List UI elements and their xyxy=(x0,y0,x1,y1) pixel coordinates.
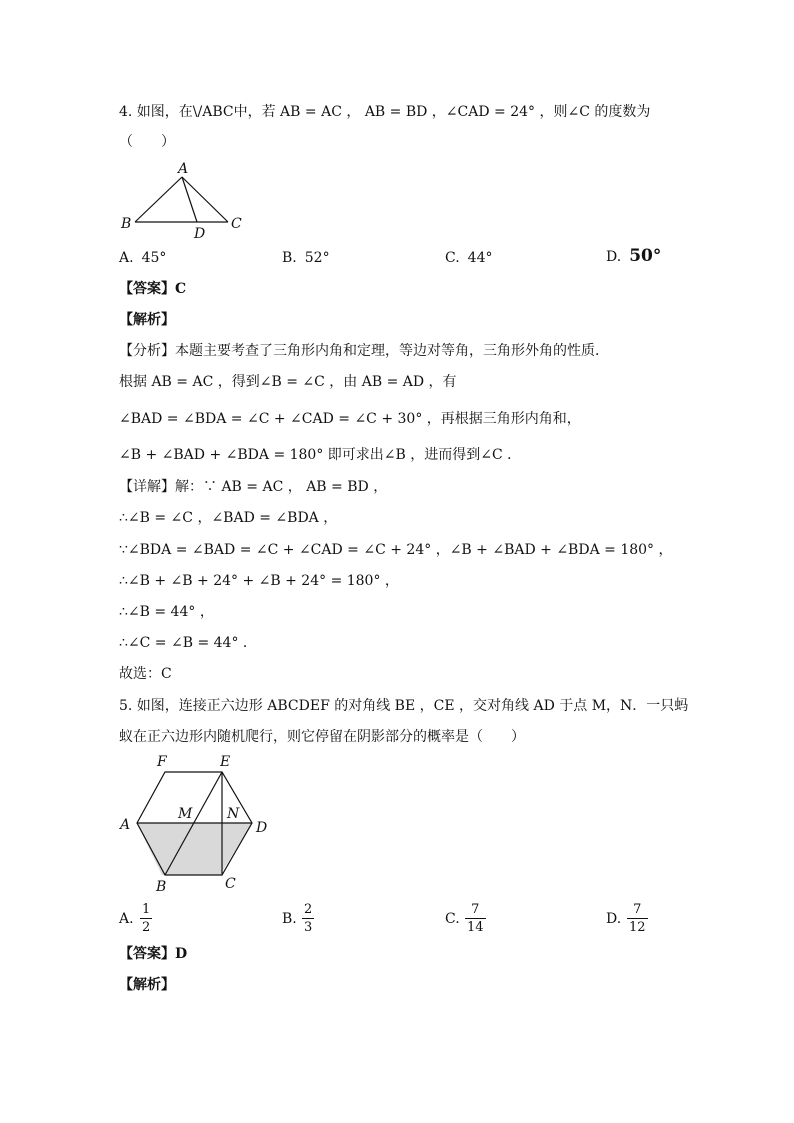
q4-detail-line: ∴∠B = ∠C ，∠BAD = ∠BDA ， xyxy=(119,510,338,526)
q5-option-c-fraction xyxy=(465,902,486,935)
label-b: B xyxy=(121,216,132,232)
denominator: 12 xyxy=(629,920,646,935)
option-label: A. xyxy=(119,911,134,927)
q5-option-b-fraction xyxy=(302,902,314,935)
numerator: 7 xyxy=(471,902,480,917)
label-d: D xyxy=(256,820,268,836)
edge-ab xyxy=(135,177,182,222)
label-a: A xyxy=(178,161,189,177)
q4-analysis-line: 【分析】本题主要考查了三角形内角和定理，等边对等角，三角形外角的性质． xyxy=(119,343,609,359)
label-f: F xyxy=(157,754,167,770)
numerator: 2 xyxy=(304,902,313,917)
option-value: 50° xyxy=(629,246,662,266)
q4-detail-line: 【详解】解：∵ AB = AC ， AB = BD ， xyxy=(119,479,388,495)
option-value: 52° xyxy=(304,250,330,266)
denominator: 14 xyxy=(467,920,484,935)
q5-option-d[interactable] xyxy=(606,909,629,929)
q4-detail-line: ∵∠BDA = ∠BAD = ∠C + ∠CAD = ∠C + 24° ，∠B + ∠BAD + ∠BDA = 180° ， xyxy=(119,542,673,558)
q5-analysis-title: 【解析】 xyxy=(119,977,175,993)
q4-analysis-line: ∠BAD = ∠BDA = ∠C + ∠CAD = ∠C + 30° ，再根据三角形内角和， xyxy=(119,411,581,427)
label-c: C xyxy=(231,216,242,232)
q4-paren: （ ） xyxy=(119,134,175,150)
option-label: D. xyxy=(606,249,622,265)
q4-option-d[interactable] xyxy=(606,246,661,267)
fraction-bar xyxy=(140,918,152,919)
denominator: 2 xyxy=(142,920,151,935)
q4-detail-line: ∴∠C = ∠B = 44° ． xyxy=(119,635,257,651)
option-label: B. xyxy=(282,911,297,927)
label-a: A xyxy=(120,817,131,833)
q4-conclusion: 故选：C xyxy=(119,666,172,682)
fraction-bar xyxy=(302,918,314,919)
label-d: D xyxy=(194,226,206,242)
q4-triangle-figure xyxy=(115,160,255,242)
q4-detail-line: ∴∠B + ∠B + 24° + ∠B + 24° = 180° ， xyxy=(119,573,399,589)
label-m: M xyxy=(178,806,193,822)
option-label: A. xyxy=(119,250,134,266)
q5-option-a-fraction xyxy=(140,902,152,935)
numerator: 1 xyxy=(142,902,151,917)
label-e: E xyxy=(220,754,231,770)
denominator: 3 xyxy=(304,920,313,935)
option-label: C. xyxy=(445,250,460,266)
shaded-region-2 xyxy=(137,823,252,875)
label-c: C xyxy=(225,876,236,892)
q5-stem-line-2: 蚁在正六边形内随机爬行，则它停留在阴影部分的概率是（ ） xyxy=(119,729,525,745)
option-value: 44° xyxy=(467,250,493,266)
q4-analysis-line: 根据 AB = AC ，得到∠B = ∠C ，由 AB = AD ，有 xyxy=(119,374,457,390)
q5-stem-line-1: 5. 如图，连接正六边形 ABCDEF 的对角线 BE ，CE ，交对角线 AD 于点 M，N．一只蚂 xyxy=(119,698,689,714)
q5-option-a[interactable] xyxy=(119,909,142,929)
q4-option-c[interactable] xyxy=(445,248,493,268)
q4-analysis-title: 【解析】 xyxy=(119,312,175,328)
q4-analysis-line: ∠B + ∠BAD + ∠BDA = 180° 即可求出∠B ，进而得到∠C ． xyxy=(119,447,522,463)
label-n: N xyxy=(227,806,240,822)
q5-option-d-fraction xyxy=(627,902,648,935)
option-value: 45° xyxy=(141,250,167,266)
numerator: 7 xyxy=(633,902,642,917)
q4-option-a[interactable] xyxy=(119,248,166,268)
q4-answer: 【答案】C xyxy=(119,281,187,297)
q4-detail-line: ∴∠B = 44° ， xyxy=(119,604,214,620)
option-label: B. xyxy=(282,250,297,266)
fraction-bar xyxy=(627,918,648,919)
option-label: D. xyxy=(606,911,622,927)
q4-option-b[interactable] xyxy=(282,248,330,268)
q5-hexagon-figure xyxy=(115,750,280,895)
q4-stem: 4. 如图，在\/ABC中，若 AB = AC ， AB = BD ，∠CAD = 24° ，则∠C 的度数为 xyxy=(119,104,651,120)
label-b: B xyxy=(156,879,167,895)
fraction-bar xyxy=(465,918,486,919)
option-label: C. xyxy=(445,911,460,927)
q5-answer: 【答案】D xyxy=(119,946,188,962)
